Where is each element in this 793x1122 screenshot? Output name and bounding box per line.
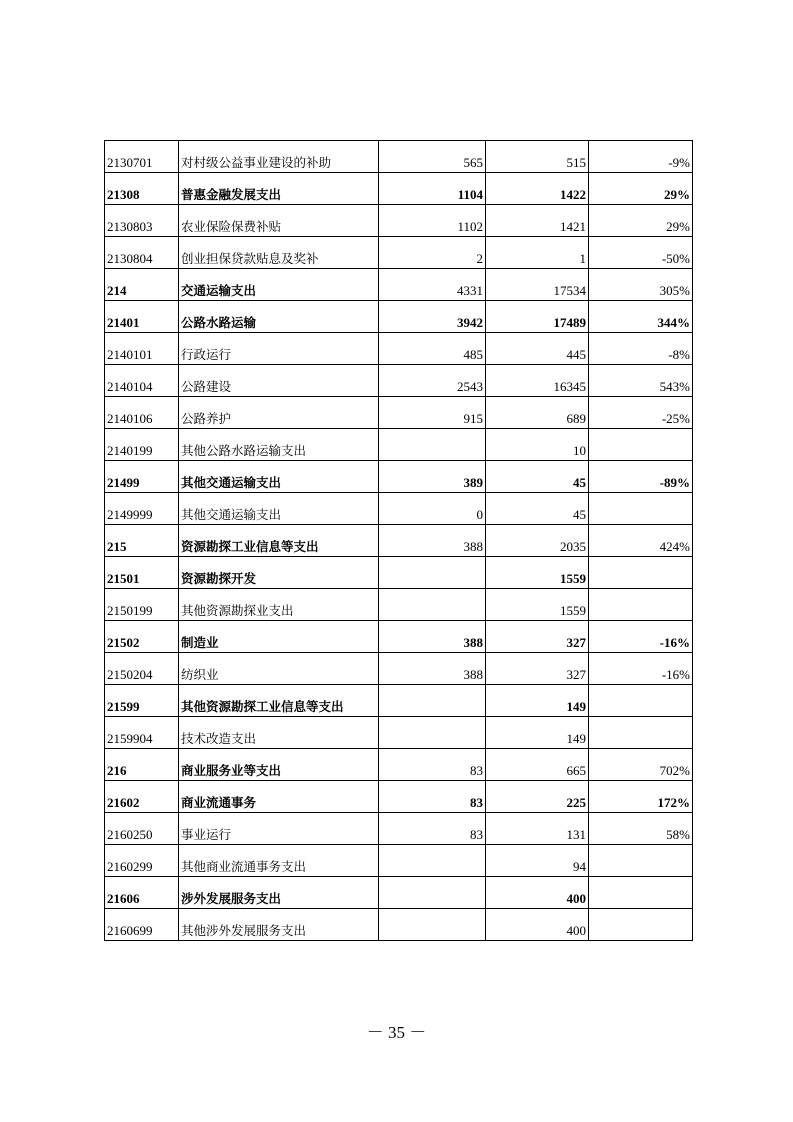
table-row: [105, 429, 693, 461]
row-value-previous: [379, 877, 486, 909]
row-change-percent: -50%: [589, 237, 693, 269]
row-code: 21599: [105, 685, 179, 717]
row-change-percent: [589, 877, 693, 909]
table-body: [105, 141, 693, 941]
row-value-previous: 388: [379, 653, 486, 685]
row-name: 资源勘探开发: [179, 557, 379, 589]
row-code: 2160250: [105, 813, 179, 845]
table-row: [105, 141, 693, 173]
row-name: 公路养护: [179, 397, 379, 429]
row-name: 其他公路水路运输支出: [179, 429, 379, 461]
row-code: 2150199: [105, 589, 179, 621]
row-name: 交通运输支出: [179, 269, 379, 301]
row-name: 公路建设: [179, 365, 379, 397]
row-change-percent: -25%: [589, 397, 693, 429]
table-row: [105, 365, 693, 397]
page-number: － 35 －: [366, 1023, 427, 1042]
row-value-previous: 915: [379, 397, 486, 429]
table-row: [105, 653, 693, 685]
row-value-previous: [379, 557, 486, 589]
row-value-previous: [379, 589, 486, 621]
row-value-current: 1422: [486, 173, 589, 205]
row-change-percent: -16%: [589, 621, 693, 653]
row-change-percent: 344%: [589, 301, 693, 333]
row-value-current: 149: [486, 717, 589, 749]
row-change-percent: [589, 493, 693, 525]
table-row: [105, 461, 693, 493]
table-row: [105, 301, 693, 333]
row-value-previous: 3942: [379, 301, 486, 333]
row-name: 其他交通运输支出: [179, 461, 379, 493]
row-name: 其他商业流通事务支出: [179, 845, 379, 877]
row-name: 其他涉外发展服务支出: [179, 909, 379, 941]
row-value-current: 665: [486, 749, 589, 781]
row-name: 资源勘探工业信息等支出: [179, 525, 379, 557]
row-value-previous: [379, 429, 486, 461]
row-change-percent: [589, 717, 693, 749]
table-row: [105, 557, 693, 589]
row-value-current: 17534: [486, 269, 589, 301]
row-code: 21501: [105, 557, 179, 589]
row-change-percent: -16%: [589, 653, 693, 685]
table-row: [105, 493, 693, 525]
row-value-previous: 83: [379, 781, 486, 813]
row-change-percent: -89%: [589, 461, 693, 493]
row-code: 21499: [105, 461, 179, 493]
row-value-previous: 1102: [379, 205, 486, 237]
row-change-percent: [589, 909, 693, 941]
row-change-percent: [589, 557, 693, 589]
row-name: 涉外发展服务支出: [179, 877, 379, 909]
row-value-current: 149: [486, 685, 589, 717]
row-name: 事业运行: [179, 813, 379, 845]
row-value-current: 16345: [486, 365, 589, 397]
table-row: [105, 877, 693, 909]
table-row: [105, 845, 693, 877]
table-row: [105, 621, 693, 653]
table-row: [105, 589, 693, 621]
row-value-previous: 565: [379, 141, 486, 173]
table-row: [105, 813, 693, 845]
row-change-percent: 58%: [589, 813, 693, 845]
row-change-percent: 29%: [589, 173, 693, 205]
row-value-current: 1559: [486, 557, 589, 589]
row-code: 2160699: [105, 909, 179, 941]
table-row: [105, 173, 693, 205]
row-value-previous: 389: [379, 461, 486, 493]
table-row: [105, 781, 693, 813]
row-code: 21502: [105, 621, 179, 653]
row-value-current: 1: [486, 237, 589, 269]
row-change-percent: -8%: [589, 333, 693, 365]
row-value-current: 1421: [486, 205, 589, 237]
row-name: 对村级公益事业建设的补助: [179, 141, 379, 173]
row-code: 2140101: [105, 333, 179, 365]
row-value-previous: 0: [379, 493, 486, 525]
table-row: [105, 525, 693, 557]
row-value-current: 17489: [486, 301, 589, 333]
row-code: 2159904: [105, 717, 179, 749]
row-code: 2140106: [105, 397, 179, 429]
row-code: 2150204: [105, 653, 179, 685]
row-value-previous: 2543: [379, 365, 486, 397]
row-code: 215: [105, 525, 179, 557]
row-code: 21308: [105, 173, 179, 205]
row-change-percent: 172%: [589, 781, 693, 813]
table-row: [105, 397, 693, 429]
row-value-current: 131: [486, 813, 589, 845]
row-value-current: 327: [486, 653, 589, 685]
row-value-current: 45: [486, 493, 589, 525]
row-name: 制造业: [179, 621, 379, 653]
row-code: 2130804: [105, 237, 179, 269]
row-name: 普惠金融发展支出: [179, 173, 379, 205]
row-code: 2149999: [105, 493, 179, 525]
row-value-previous: 485: [379, 333, 486, 365]
row-value-previous: 1104: [379, 173, 486, 205]
row-code: 216: [105, 749, 179, 781]
table-row: [105, 333, 693, 365]
table-row: [105, 237, 693, 269]
table-row: [105, 269, 693, 301]
row-value-previous: 388: [379, 621, 486, 653]
row-code: 2130701: [105, 141, 179, 173]
row-value-current: 689: [486, 397, 589, 429]
row-name: 创业担保贷款贴息及奖补: [179, 237, 379, 269]
row-code: 21401: [105, 301, 179, 333]
row-name: 商业服务业等支出: [179, 749, 379, 781]
row-change-percent: 424%: [589, 525, 693, 557]
row-name: 其他交通运输支出: [179, 493, 379, 525]
row-code: 2130803: [105, 205, 179, 237]
table-row: [105, 749, 693, 781]
row-value-current: 2035: [486, 525, 589, 557]
table-row: [105, 685, 693, 717]
row-change-percent: 29%: [589, 205, 693, 237]
row-value-previous: 388: [379, 525, 486, 557]
row-value-current: 1559: [486, 589, 589, 621]
row-value-current: 515: [486, 141, 589, 173]
row-value-current: 400: [486, 877, 589, 909]
row-code: 214: [105, 269, 179, 301]
row-value-previous: [379, 717, 486, 749]
row-name: 技术改造支出: [179, 717, 379, 749]
row-name: 其他资源勘探业支出: [179, 589, 379, 621]
row-value-current: 10: [486, 429, 589, 461]
row-value-current: 225: [486, 781, 589, 813]
row-value-previous: [379, 909, 486, 941]
row-change-percent: 305%: [589, 269, 693, 301]
row-change-percent: [589, 429, 693, 461]
row-change-percent: [589, 685, 693, 717]
row-value-previous: [379, 685, 486, 717]
row-name: 公路水路运输: [179, 301, 379, 333]
table-row: [105, 717, 693, 749]
row-value-current: 400: [486, 909, 589, 941]
row-code: 2160299: [105, 845, 179, 877]
table-row: [105, 909, 693, 941]
row-change-percent: 702%: [589, 749, 693, 781]
row-value-current: 94: [486, 845, 589, 877]
row-code: 21602: [105, 781, 179, 813]
row-value-previous: 83: [379, 749, 486, 781]
table-row: [105, 205, 693, 237]
row-code: 2140199: [105, 429, 179, 461]
row-name: 商业流通事务: [179, 781, 379, 813]
row-code: 21606: [105, 877, 179, 909]
row-value-current: 45: [486, 461, 589, 493]
row-name: 农业保险保费补贴: [179, 205, 379, 237]
budget-table: [104, 140, 693, 941]
row-code: 2140104: [105, 365, 179, 397]
row-name: 其他资源勘探工业信息等支出: [179, 685, 379, 717]
row-change-percent: [589, 845, 693, 877]
row-value-previous: 2: [379, 237, 486, 269]
row-value-current: 327: [486, 621, 589, 653]
row-value-previous: 83: [379, 813, 486, 845]
row-value-previous: 4331: [379, 269, 486, 301]
row-change-percent: [589, 589, 693, 621]
row-value-previous: [379, 845, 486, 877]
row-change-percent: 543%: [589, 365, 693, 397]
row-name: 行政运行: [179, 333, 379, 365]
row-name: 纺织业: [179, 653, 379, 685]
row-change-percent: -9%: [589, 141, 693, 173]
row-value-current: 445: [486, 333, 589, 365]
